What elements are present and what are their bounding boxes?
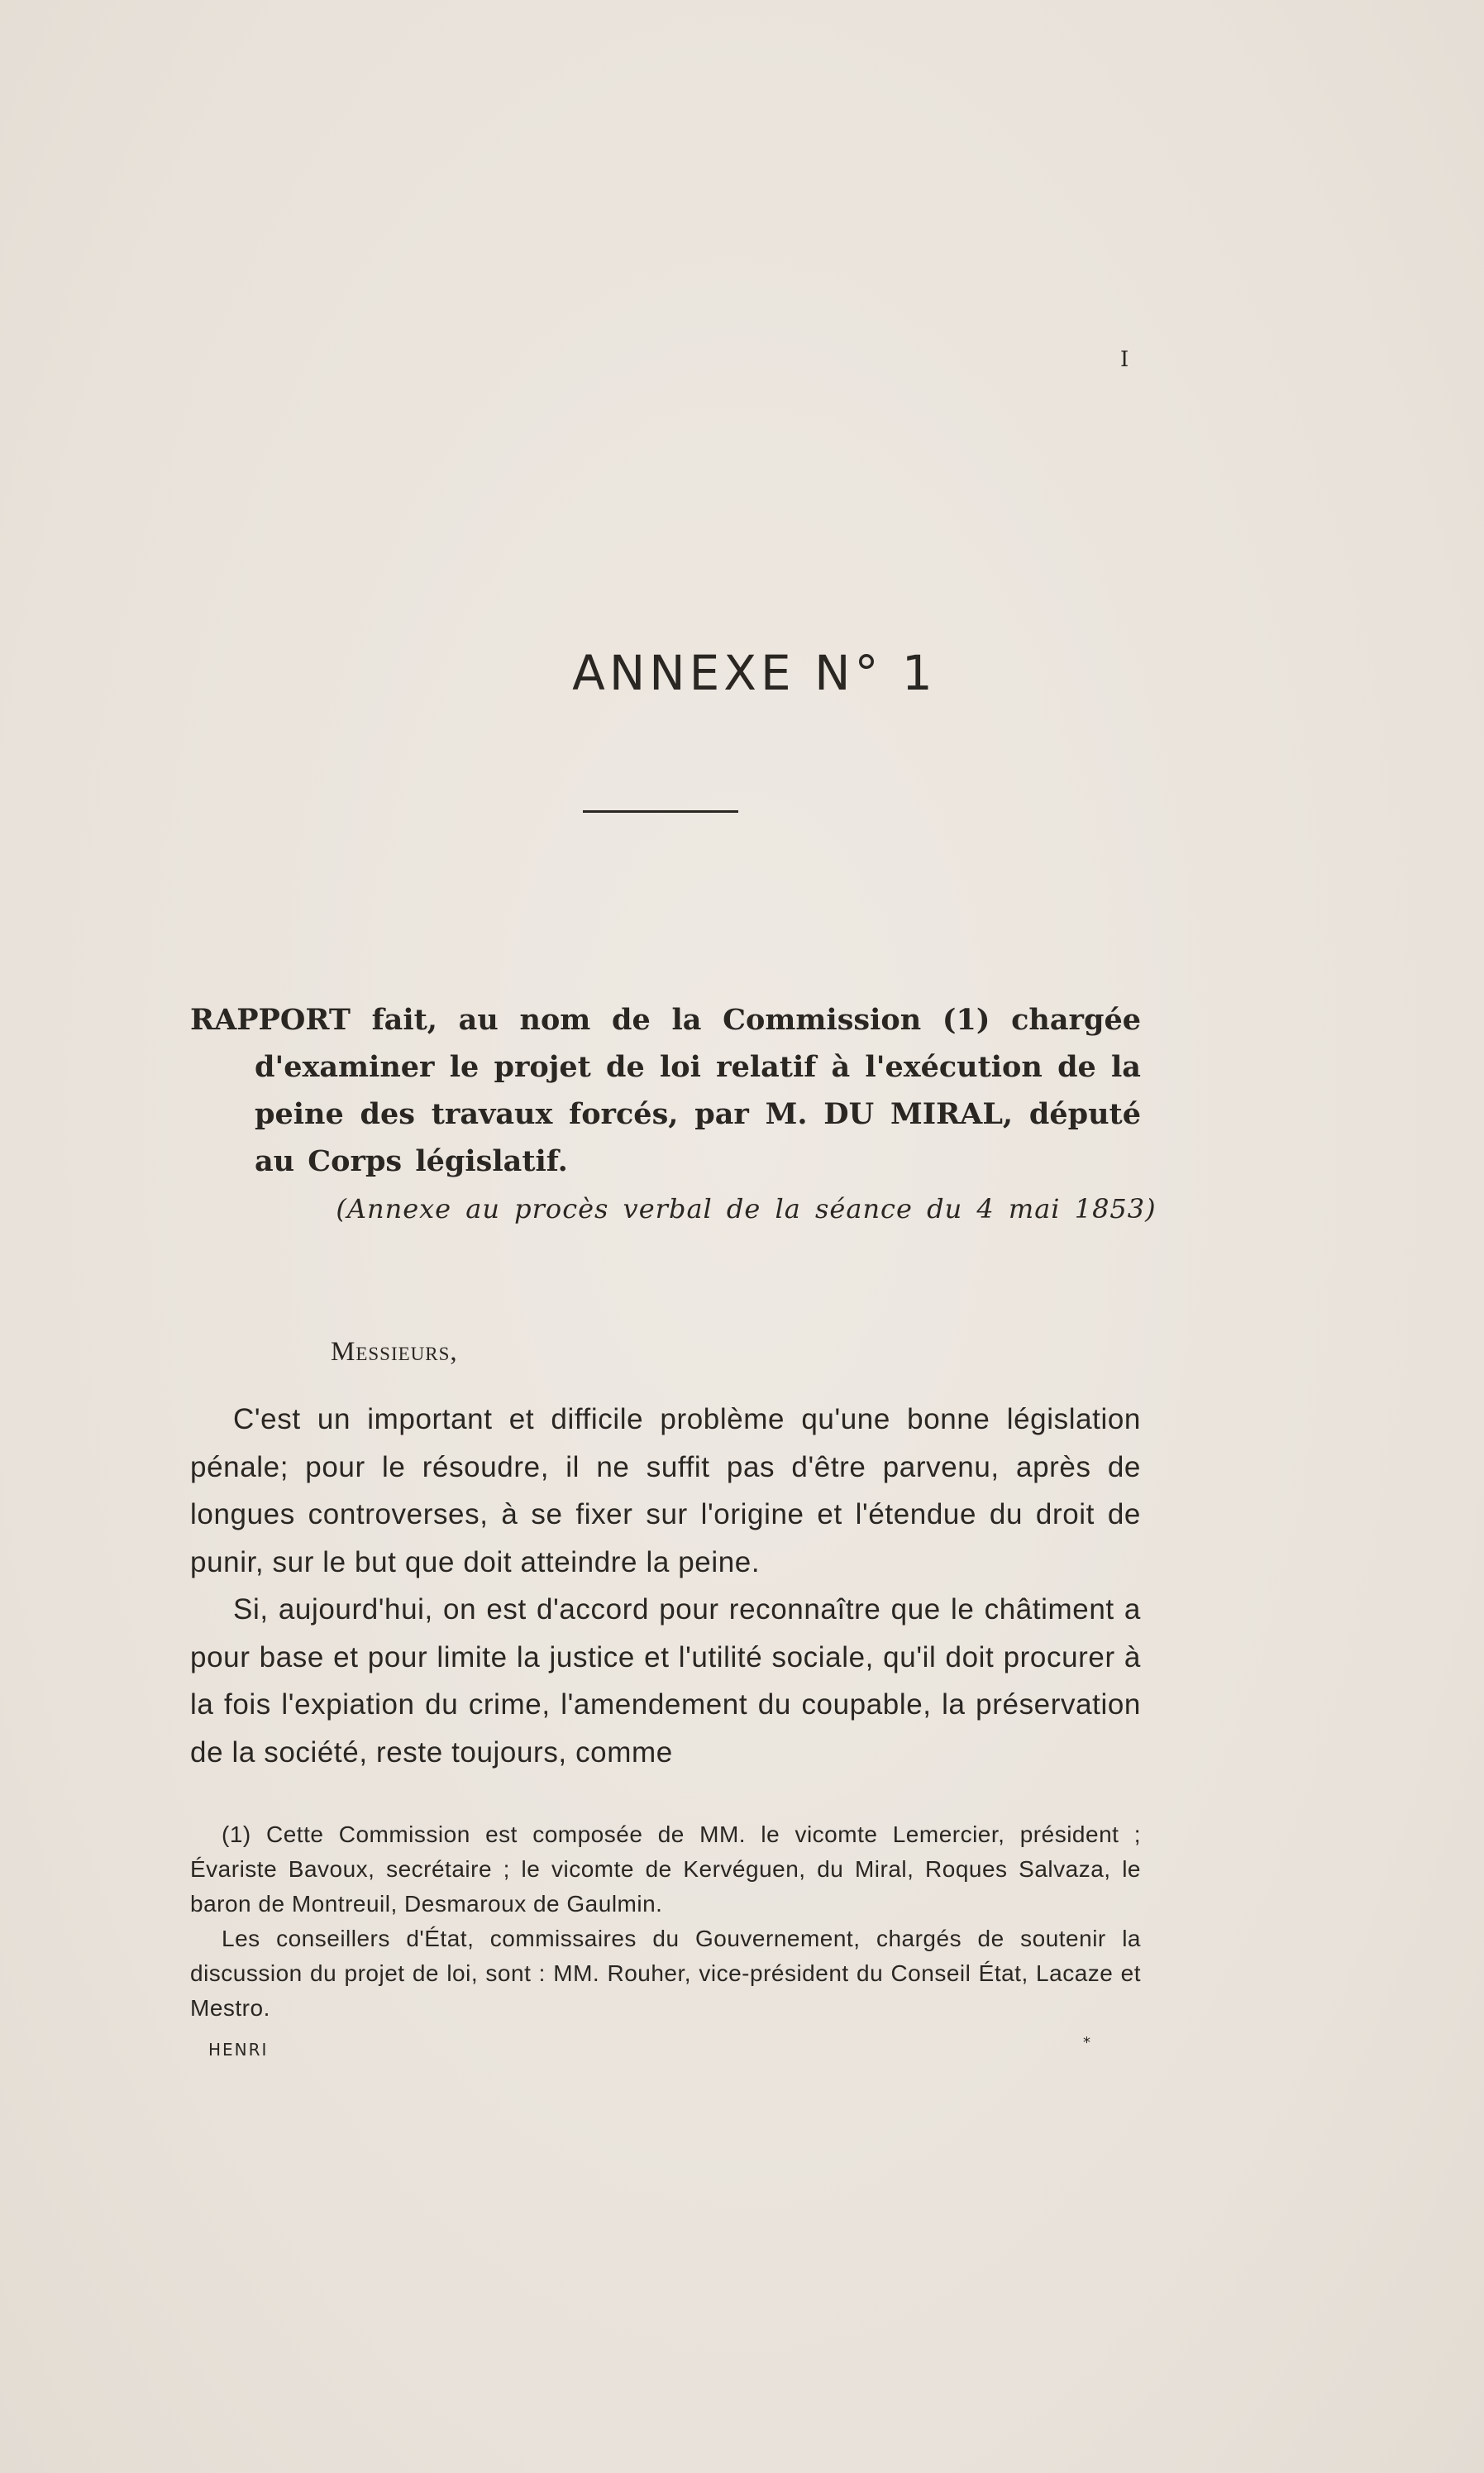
signature-mark: * (1083, 2034, 1090, 2051)
annex-heading: ANNEXE N° 1 (572, 645, 937, 701)
annex-note: (Annexe au procès verbal de la séance du 4 mai 1853) (336, 1193, 1157, 1225)
body-paragraph: C'est un important et difficile problème qu'une bonne législation pénale; pour le résoudre, il ne suffit pas d'être parvenu, après de longues controverses, à se fixer sur l'origine et l'étendue du droit de punir, sur le but que doit atteindre la peine. (190, 1403, 1141, 1578)
body-paragraph: Si, aujourd'hui, on est d'accord pour reconnaître que le châtiment a pour base et pour limite la justice et l'utilité sociale, qu'il doit procurer à la fois l'expiation du crime, l'amendement du coupable, la préservation de la société, reste toujours, comme (190, 1593, 1141, 1769)
printer-signature: HENRI (208, 2040, 269, 2060)
footnote: (1) Cette Commission est composée de MM. le vicomte Lemercier, président ; Évariste Bavoux, secrétaire ; le vicomte de Kervéguen, du Miral, Roques Salvaza, le baron de Montreuil, Desmaroux de Gaulmin. (190, 1821, 1141, 1917)
salutation: Messieurs, (331, 1337, 458, 1367)
footnotes (190, 1817, 1141, 2026)
report-title: RAPPORT fait, au nom de la Commission (1) chargée d'examiner le projet de loi relatif à l'exécution de la peine des travaux forcés, par M. DU MIRAL, député au Corps législatif. (190, 1003, 1141, 1178)
footnote: Les conseillers d'État, commissaires du Gouvernement, chargés de soutenir la discussion du projet de loi, sont : MM. Rouher, vice-président du Conseil État, Lacaze et Mestro. (190, 1926, 1141, 2021)
heading-rule (583, 810, 738, 813)
body-text (190, 1396, 1141, 1776)
page-number: I (1120, 347, 1130, 372)
